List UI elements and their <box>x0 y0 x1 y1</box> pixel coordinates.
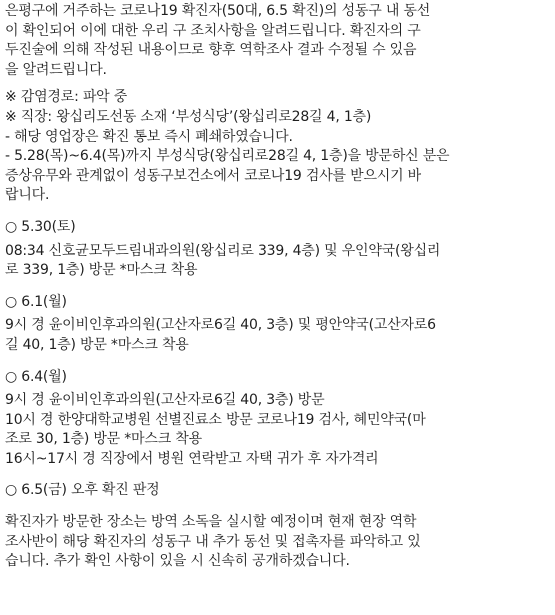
confirmation-line: ○ 6.5(금) 오후 확진 판정 <box>5 482 160 499</box>
day-entry-0601 <box>5 293 550 356</box>
intro-line: 은평구에 거주하는 코로나19 확진자(50대, 6.5 확진)의 성동구 내 동선 <box>5 3 431 19</box>
day-date: ○ 6.1(월) <box>5 293 67 310</box>
day-detail: 9시 경 윤이비인후과의원(고산자로6길 40, 3층) 및 평안약국(고산자로6 <box>5 317 436 334</box>
day-detail: 길 40, 1층) 방문 *마스크 착용 <box>5 336 189 353</box>
intro-line: 이 확인되어 이에 대한 우리 구 조치사항을 알려드립니다. 확진자의 구 <box>5 22 421 39</box>
closing-line: 확진자가 방문한 장소는 방역 소독을 실시할 예정이며 현재 현장 역학 <box>5 514 417 531</box>
testing-notice: 증상유무와 관계없이 성동구보건소에서 코로나19 검사를 받으시기 바 <box>5 167 421 184</box>
day-detail: 16시~17시 경 직장에서 병원 연락받고 자택 귀가 후 자가격리 <box>5 450 379 467</box>
day-date: ○ 6.4(월) <box>5 368 67 385</box>
day-detail: 9시 경 윤이비인후과의원(고산자로6길 40, 3층) 방문 <box>5 392 325 409</box>
day-detail: 10시 경 한양대학교병원 선별진료소 방문 코로나19 검사, 혜민약국(마 <box>5 411 426 428</box>
day-detail: 로 339, 1층) 방문 *마스크 착용 <box>5 262 198 279</box>
workplace: ※ 직장: 왕십리도선동 소재 ‘부성식당’(왕십리로28길 4, 1층) <box>5 108 372 125</box>
day-detail: 08:34 신호균모두드림내과의원(왕십리로 339, 4층) 및 우인약국(왕십리 <box>5 242 441 259</box>
infection-route: ※ 감염경로: 파악 중 <box>5 89 128 106</box>
info-block <box>5 88 550 206</box>
intro-line: 두진술에 의해 작성된 내용이므로 향후 역학조사 결과 수정될 수 있음 <box>5 42 417 59</box>
day-entry-0530 <box>5 218 550 281</box>
testing-notice: - 5.28(목)~6.4(목)까지 부성식당(왕십리로28길 4, 1층)을 방문하신 분은 <box>5 148 450 165</box>
day-entry-0604 <box>5 368 550 470</box>
intro-line: 을 알려드립니다. <box>5 61 107 78</box>
closing-paragraph <box>5 513 550 572</box>
notice-document <box>5 2 550 572</box>
closing-line: 조사반이 해당 확진자의 성동구 내 추가 동선 및 접촉자를 파악하고 있 <box>5 533 421 550</box>
day-date: ○ 5.30(토) <box>5 218 76 235</box>
day-detail: 조로 30, 1층) 방문 *마스크 착용 <box>5 431 202 448</box>
closure-notice: - 해당 영업장은 확진 통보 즉시 폐쇄하였습니다. <box>5 128 293 145</box>
testing-notice: 랍니다. <box>5 187 50 204</box>
intro-paragraph <box>5 2 550 80</box>
closing-line: 습니다. 추가 확인 사항이 있을 시 신속히 공개하겠습니다. <box>5 553 350 570</box>
